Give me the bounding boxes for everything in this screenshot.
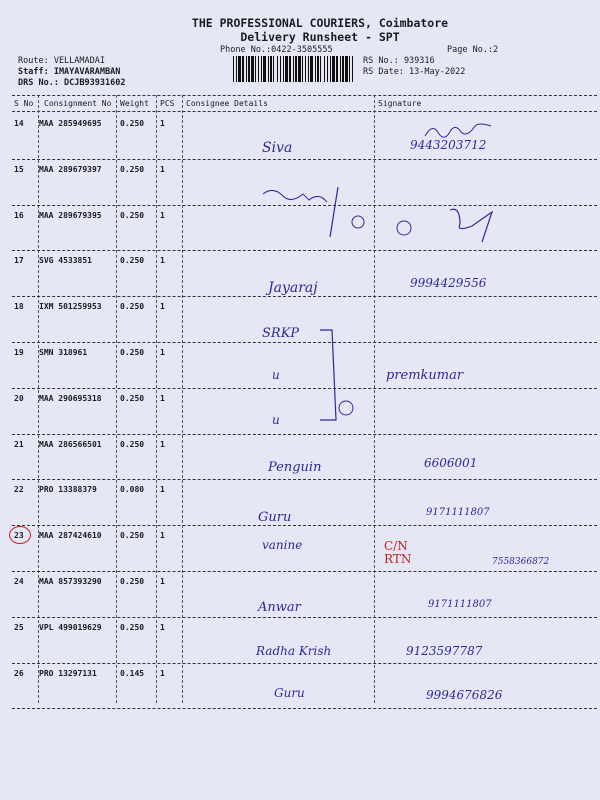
barcode-bar <box>298 56 301 82</box>
row-sno: 16 <box>14 210 24 220</box>
barcode-bar <box>340 56 341 82</box>
row-sno: 24 <box>14 577 24 586</box>
row-sno: 14 <box>14 119 24 128</box>
row-rule <box>12 708 597 709</box>
row-weight: 0.145 <box>120 668 145 678</box>
barcode-bar <box>293 56 294 82</box>
barcode-bar <box>285 56 288 82</box>
row-sno: 25 <box>14 622 24 632</box>
row-weight: 0.250 <box>120 210 145 220</box>
col-sno: S No <box>14 99 34 108</box>
row-consignment-no: SMN 318961 <box>39 348 88 357</box>
ditto-mark: u <box>272 413 280 427</box>
handwritten-name: Anwar <box>258 600 301 615</box>
row-weight: 0.250 <box>120 622 145 632</box>
barcode-bar <box>270 56 272 82</box>
barcode-bar <box>255 56 256 82</box>
row-weight: 0.250 <box>120 164 145 174</box>
row-pcs: 1 <box>160 256 165 266</box>
row-pcs: 1 <box>160 485 165 495</box>
row-weight: 0.250 <box>120 348 145 357</box>
row-weight: 0.250 <box>120 531 145 541</box>
row-consignment-no: PRO 13297131 <box>39 668 97 678</box>
barcode-bar <box>248 56 250 82</box>
barcode-bar <box>280 56 281 82</box>
col-pcs: PCS <box>160 99 175 108</box>
row-consignment-no: MAA 287424610 <box>39 531 102 541</box>
barcode-bar <box>320 56 321 82</box>
row-pcs: 1 <box>160 531 165 541</box>
barcode-bar <box>233 56 234 82</box>
col-weight: Weight <box>120 99 149 108</box>
handwritten-name: Radha Krish <box>256 644 332 658</box>
row-sno: 19 <box>14 348 24 357</box>
barcode-bar <box>251 56 254 82</box>
page-number: Page No.:2 <box>447 45 499 55</box>
row-consignment-no: MAA 290695318 <box>39 393 102 403</box>
row-pcs: 1 <box>160 210 165 220</box>
row-pcs: 1 <box>160 164 165 174</box>
row16-signature <box>390 200 510 240</box>
handwritten-phone: 9994676826 <box>426 688 503 702</box>
company-name: THE PROFESSIONAL COURIERS, Coimbatore <box>191 16 449 30</box>
barcode-bar <box>327 56 328 82</box>
row-weight: 0.250 <box>120 302 145 312</box>
barcode-bar <box>305 56 306 82</box>
barcode-bar <box>258 56 259 82</box>
row-weight: 0.250 <box>120 439 145 449</box>
ditto-bracket <box>318 328 358 424</box>
barcode-bar <box>295 56 297 82</box>
barcode-bar <box>273 56 274 82</box>
barcode-bar <box>330 56 331 82</box>
row-pcs: 1 <box>160 577 165 586</box>
table-row <box>0 114 600 160</box>
ditto-mark: u <box>272 368 280 382</box>
barcode-bar <box>236 56 237 82</box>
row-weight: 0.080 <box>120 485 145 495</box>
row-weight: 0.250 <box>120 577 145 586</box>
return-mark: C/N RTN <box>384 539 412 566</box>
row-consignment-no: MAA 286566501 <box>39 439 102 449</box>
row-pcs: 1 <box>160 348 165 357</box>
handwritten-name: Jayaraj <box>268 280 318 296</box>
row-consignment-no: MAA 289679397 <box>39 164 102 174</box>
handwritten-phone: 9171111807 <box>426 507 490 518</box>
table-row <box>0 343 600 389</box>
barcode-bar <box>277 56 278 82</box>
barcode-bar <box>315 56 316 82</box>
row-consignment-no: MAA 285949695 <box>39 119 102 128</box>
row-pcs: 1 <box>160 668 165 678</box>
handwritten-name: Penguin <box>268 460 322 475</box>
row-sno: 15 <box>14 164 24 174</box>
phone-number: Phone No.:0422-3505555 <box>220 45 333 55</box>
handwritten-name: vanine <box>262 538 303 552</box>
row-weight: 0.250 <box>120 119 145 128</box>
rs-date: RS Date: 13-May-2022 <box>363 67 466 77</box>
barcode-bar <box>336 56 338 82</box>
red-circle-mark <box>9 526 31 544</box>
row-sno: 20 <box>14 393 24 403</box>
table-row <box>0 389 600 435</box>
drs-label: DRS No.: DCJB93931602 <box>18 78 126 88</box>
handwritten-name: Siva <box>262 140 293 156</box>
row15-16-scribble <box>258 182 378 242</box>
table-row <box>0 480 600 526</box>
barcode-bar <box>246 56 247 82</box>
col-consignment: Consignment No <box>44 99 112 108</box>
row-pcs: 1 <box>160 439 165 449</box>
row-sno: 17 <box>14 256 24 266</box>
barcode <box>233 56 355 82</box>
barcode-bar <box>349 56 350 82</box>
row-sno: 18 <box>14 302 24 312</box>
row-sno: 21 <box>14 439 24 449</box>
handwritten-signature: premkumar <box>386 368 464 383</box>
barcode-bar <box>261 56 262 82</box>
row-consignment-no: IXM 501259953 <box>39 302 102 312</box>
row-pcs: 1 <box>160 119 165 128</box>
barcode-bar <box>310 56 313 82</box>
handwritten-phone: 9171111807 <box>428 599 492 610</box>
barcode-bar <box>332 56 335 82</box>
rs-number: RS No.: 939316 <box>363 56 435 66</box>
handwritten-name: Guru <box>258 510 292 525</box>
row-consignment-no: MAA 289679395 <box>39 210 102 220</box>
col-signature: Signature <box>378 99 422 108</box>
barcode-bar <box>342 56 344 82</box>
header-rule-bottom <box>12 111 597 112</box>
barcode-bar <box>238 56 241 82</box>
runsheet-subtitle: Delivery Runsheet - SPT <box>240 30 400 44</box>
handwritten-phone: 9443203712 <box>410 138 487 152</box>
row-consignment-no: MAA 857393290 <box>39 577 102 586</box>
row-pcs: 1 <box>160 622 165 632</box>
signature-scribble <box>420 122 500 142</box>
header-rule-top <box>12 95 597 96</box>
handwritten-phone: 9994429556 <box>410 276 487 290</box>
row-sno: 26 <box>14 668 24 678</box>
row-sno: 22 <box>14 485 24 495</box>
handwritten-phone: 7558366872 <box>492 557 550 567</box>
row-pcs: 1 <box>160 302 165 312</box>
row-sno: 23 <box>14 531 24 541</box>
col-consignee-details: Consignee Details <box>186 99 268 108</box>
route-label: Route: VELLAMADAI <box>18 56 105 66</box>
row-weight: 0.250 <box>120 393 145 403</box>
barcode-bar <box>242 56 244 82</box>
barcode-bar <box>324 56 325 82</box>
barcode-bar <box>345 56 348 82</box>
barcode-bar <box>317 56 319 82</box>
staff-label: Staff: IMAYAVARAMBAN <box>18 67 121 77</box>
barcode-bar <box>289 56 291 82</box>
handwritten-name: SRKP <box>262 326 300 341</box>
row-consignment-no: SVG 4533851 <box>39 256 92 266</box>
row-pcs: 1 <box>160 393 165 403</box>
handwritten-phone: 9123597787 <box>406 644 483 658</box>
barcode-bar <box>268 56 269 82</box>
handwritten-phone: 6606001 <box>424 456 478 470</box>
barcode-bar <box>302 56 303 82</box>
row-consignment-no: VPL 499019629 <box>39 622 102 632</box>
row-consignment-no: PRO 13388379 <box>39 485 97 495</box>
barcode-bar <box>308 56 309 82</box>
barcode-bar <box>283 56 284 82</box>
route-info <box>18 56 125 89</box>
barcode-bar <box>263 56 266 82</box>
barcode-bar <box>352 56 353 82</box>
handwritten-name: Guru <box>274 686 305 700</box>
rs-info <box>363 56 465 78</box>
row-weight: 0.250 <box>120 256 145 266</box>
table-row <box>0 297 600 343</box>
document-title <box>0 16 600 44</box>
